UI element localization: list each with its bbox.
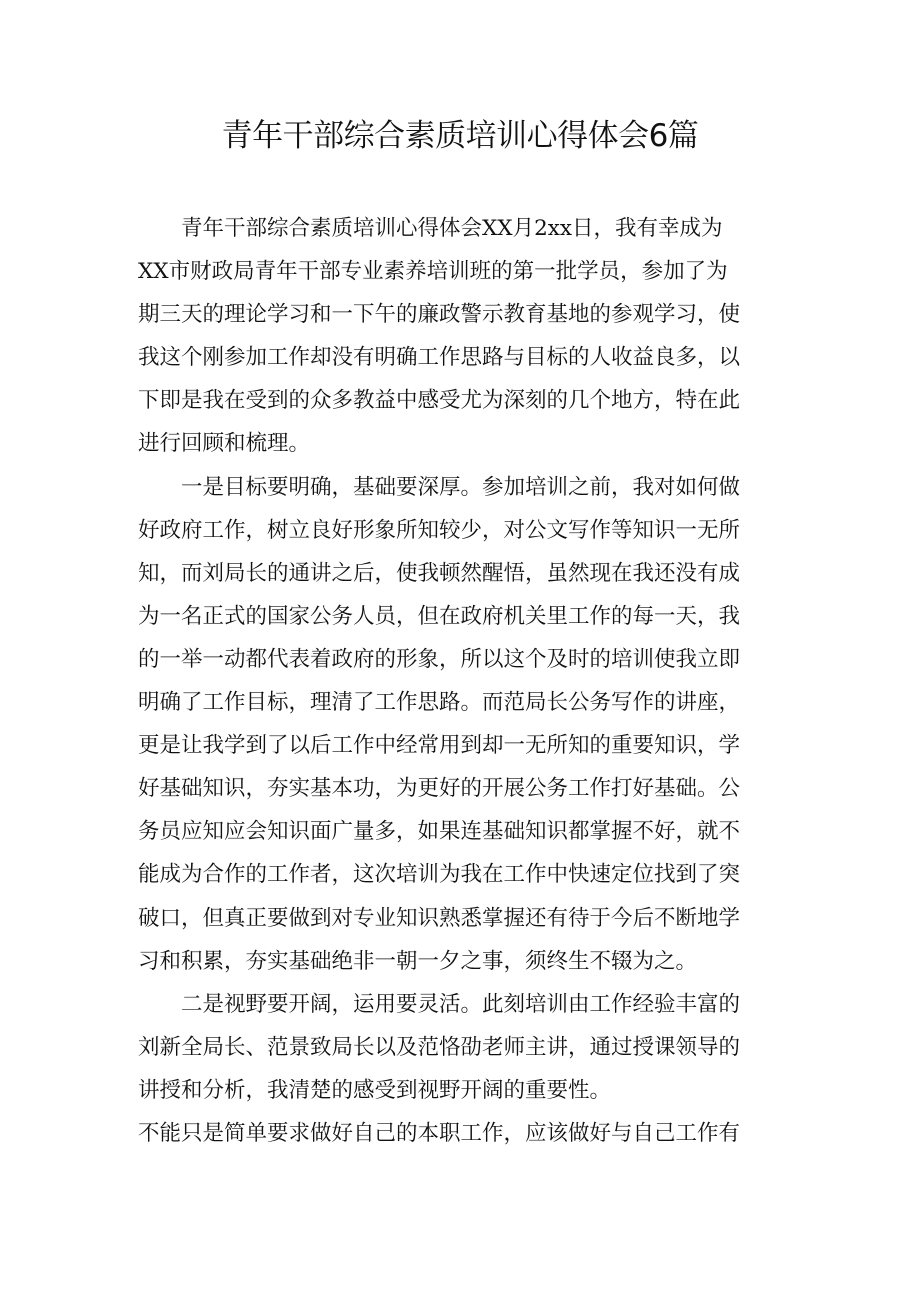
text-line: 进行回顾和梳理。 [138, 431, 311, 457]
paragraph-intro [138, 207, 790, 466]
text-line: 为一名正式的国家公务人员，但在政府机关里工作的每一天，我 [138, 603, 741, 629]
text-line: 青年干部综合素质培训心得体会XX月2xx日，我有幸成为 [181, 216, 723, 241]
paragraph-point-one [138, 466, 790, 983]
text-line: 不能只是简单要求做好自己的本职工作，应该做好与自己工作有 [138, 1120, 741, 1146]
text-line: 务员应知应会知识面广量多，如果连基础知识都掌握不好，就不 [138, 819, 741, 845]
text-line: XX市财政局青年干部专业素养培训班的第一批学员，参加了为 [138, 259, 728, 285]
text-line: 好政府工作，树立良好形象所知较少，对公文写作等知识一无所 [138, 517, 741, 543]
text-line: 破口，但真正要做到对专业知识熟悉掌握还有待于今后不断地学 [138, 905, 741, 931]
text-line: 更是让我学到了以后工作中经常用到却一无所知的重要知识，学 [138, 733, 741, 759]
text-line: 刘新全局长、范景致局长以及范恪劭老师主讲，通过授课领导的 [138, 1034, 741, 1060]
text-line: 我这个刚参加工作却没有明确工作思路与目标的人收益良多，以 [138, 345, 741, 371]
text-line: 能成为合作的工作者，这次培训为我在工作中快速定位找到了突 [138, 862, 741, 888]
text-line: 二是视野要开阔，运用要灵活。此刻培训由工作经验丰富的 [181, 991, 741, 1017]
text-line: 的一举一动都代表着政府的形象，所以这个及时的培训使我立即 [138, 646, 741, 672]
text-line: 好基础知识，夯实基本功，为更好的开展公务工作打好基础。公 [138, 776, 741, 802]
text-line: 讲授和分析，我清楚的感受到视野开阔的重要性。 [138, 1077, 612, 1103]
text-line: 下即是我在受到的众多教益中感受尤为深刻的几个地方，特在此 [138, 388, 741, 414]
document-title: 青年干部综合素质培训心得体会6篇 [221, 118, 699, 154]
text-line: 习和积累，夯实基础绝非一朝一夕之事，须终生不辍为之。 [138, 948, 698, 974]
text-line: 明确了工作目标，理清了工作思路。而范局长公务写作的讲座， [138, 690, 741, 716]
text-line: 期三天的理论学习和一下午的廉政警示教育基地的参观学习，使 [138, 302, 741, 328]
document-body [138, 207, 790, 1155]
text-line: 知，而刘局长的通讲之后，使我顿然醒悟，虽然现在我还没有成 [138, 560, 741, 586]
text-line: 一是目标要明确，基础要深厚。参加培训之前，我对如何做 [181, 474, 741, 500]
paragraph-continuation [138, 1112, 790, 1155]
paragraph-point-two [138, 983, 790, 1112]
